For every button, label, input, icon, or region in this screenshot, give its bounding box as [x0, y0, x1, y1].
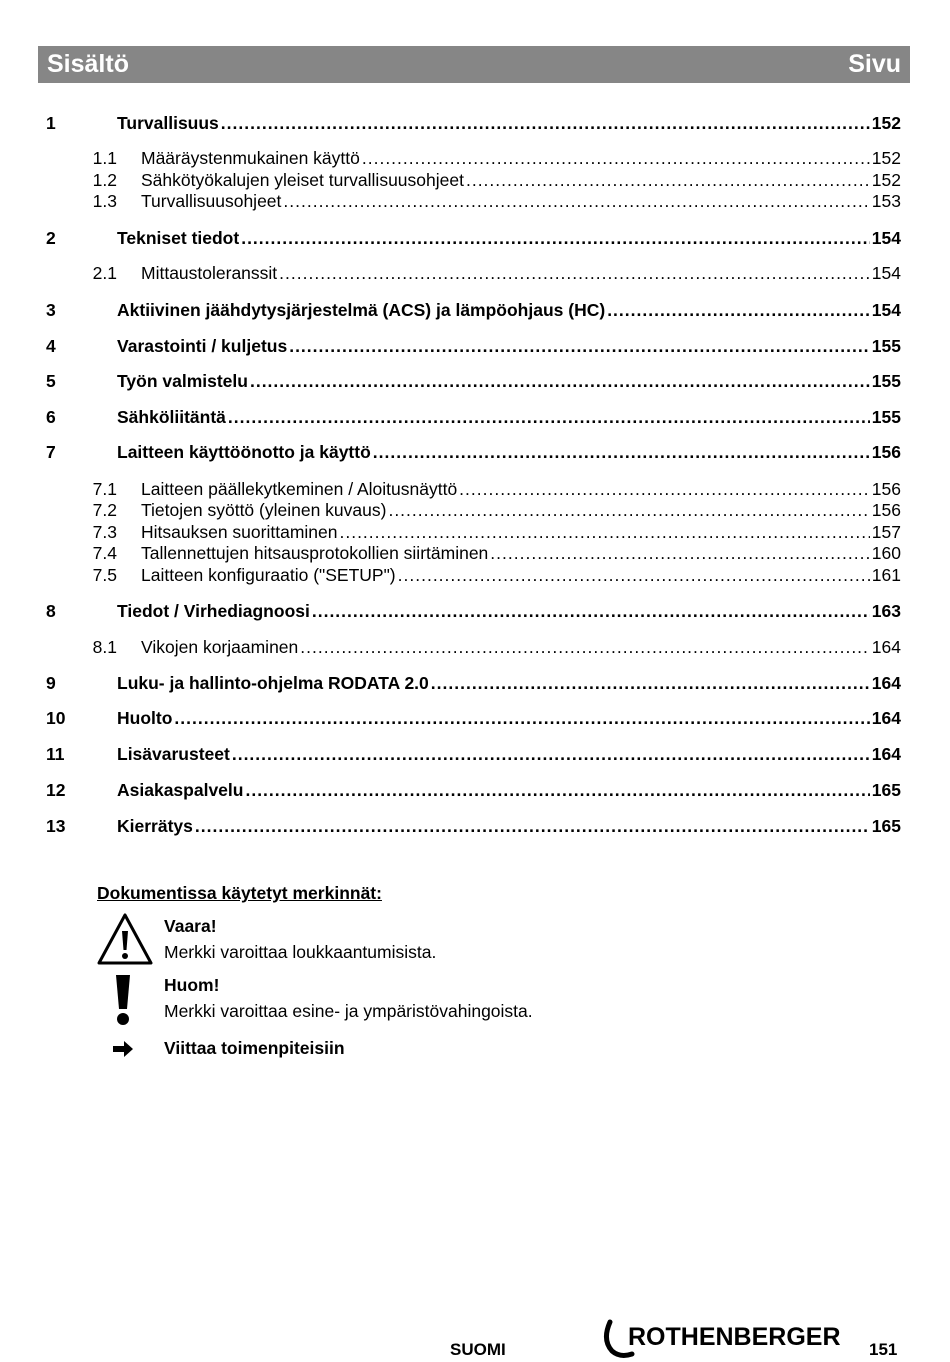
toc-number: 7: [46, 442, 56, 462]
toc-title: Tietojen syöttö (yleinen kuvaus): [141, 500, 387, 520]
toc-dot-leader: [241, 228, 870, 249]
toc-subsection-row[interactable]: [46, 479, 901, 501]
toc-title: Sähkötyökalujen yleiset turvallisuusohjeet: [141, 170, 464, 190]
toc-subsection-row[interactable]: [46, 543, 901, 565]
toc-number: 3: [46, 300, 56, 320]
toc-number: 9: [46, 673, 56, 693]
toc-dot-leader: [300, 637, 870, 658]
toc-number: 13: [46, 816, 66, 836]
toc-number: 7.5: [92, 565, 117, 585]
toc-number: 8: [46, 601, 56, 621]
toc-title: Mittaustoleranssit: [141, 263, 278, 283]
toc-dot-leader: [312, 601, 870, 622]
danger-heading: Vaara!: [164, 916, 217, 936]
toc-title: Tiedot / Virhediagnoosi: [117, 601, 310, 621]
toc-dot-leader: [228, 407, 870, 428]
toc-page-number: 155: [871, 336, 901, 356]
toc-page-number: 154: [871, 300, 901, 320]
toc-number: 10: [46, 708, 66, 728]
toc-number: 2: [46, 228, 56, 248]
toc-page-number: 164: [871, 744, 901, 764]
toc-page-number: 157: [871, 522, 901, 542]
toc-subsection-row[interactable]: [46, 565, 901, 587]
toc-page-number: 164: [871, 673, 901, 693]
warning-triangle-icon: [96, 912, 154, 966]
toc-page-number: 165: [871, 816, 901, 836]
toc-page-number: 152: [871, 113, 901, 133]
toc-number: 7.2: [92, 500, 117, 520]
legend-title: Dokumentissa käytetyt merkinnät:: [97, 883, 382, 903]
toc-section-row[interactable]: [46, 371, 901, 393]
footer-page-number: 151: [869, 1340, 898, 1359]
toc-page-number: 154: [871, 263, 901, 283]
toc-title: Huolto: [117, 708, 173, 728]
toc-header-bar: [38, 46, 910, 83]
toc-dot-leader: [362, 148, 870, 169]
toc-dot-leader: [339, 522, 869, 543]
toc-dot-leader: [232, 744, 870, 765]
toc-dot-leader: [221, 113, 870, 134]
toc-dot-leader: [490, 543, 870, 564]
toc-dot-leader: [245, 780, 869, 801]
footer-language: SUOMI: [450, 1340, 506, 1359]
rothenberger-logo: [600, 1318, 852, 1358]
toc-dot-leader: [431, 673, 870, 694]
toc-number: 1.3: [92, 191, 117, 211]
action-heading: Viittaa toimenpiteisiin: [164, 1038, 345, 1058]
toc-subsection-row[interactable]: [46, 263, 901, 285]
toc-title: Turvallisuus: [117, 113, 219, 133]
toc-page-number: 156: [871, 442, 901, 462]
toc-number: 8.1: [92, 637, 117, 657]
danger-text: Merkki varoittaa loukkaantumisista.: [164, 942, 437, 962]
toc-subsection-row[interactable]: [46, 500, 901, 522]
toc-dot-leader: [607, 300, 870, 321]
toc-page-number: 163: [871, 601, 901, 621]
toc-page-number: 164: [871, 708, 901, 728]
toc-number: 7.3: [92, 522, 117, 542]
toc-subsection-row[interactable]: [46, 191, 901, 213]
toc-section-row[interactable]: [46, 228, 901, 250]
toc-section-row[interactable]: [46, 113, 901, 135]
toc-dot-leader: [195, 816, 870, 837]
toc-number: 6: [46, 407, 56, 427]
toc-number: 1: [46, 113, 56, 133]
toc-title: Laitteen päällekytkeminen / Aloitusnäyttö: [141, 479, 458, 499]
toc-subsection-row[interactable]: [46, 170, 901, 192]
svg-text:ROTHENBERGER: ROTHENBERGER: [628, 1323, 841, 1351]
toc-page-number: 152: [871, 170, 901, 190]
toc-page-number: 161: [871, 565, 901, 585]
toc-dot-leader: [398, 565, 870, 586]
toc-number: 2.1: [92, 263, 117, 283]
notice-heading: Huom!: [164, 975, 220, 995]
toc-number: 7.1: [92, 479, 117, 499]
toc-title: Aktiivinen jäähdytysjärjestelmä (ACS) ja lämpöohjaus (HC): [117, 300, 606, 320]
toc-subsection-row[interactable]: [46, 637, 901, 659]
toc-title: Varastointi / kuljetus: [117, 336, 288, 356]
toc-page-number: 155: [871, 407, 901, 427]
toc-number: 1.1: [92, 148, 117, 168]
toc-title: Laitteen käyttöönotto ja käyttö: [117, 442, 371, 462]
toc-section-row[interactable]: [46, 816, 901, 838]
toc-title: Asiakaspalvelu: [117, 780, 244, 800]
toc-number: 1.2: [92, 170, 117, 190]
toc-number: 5: [46, 371, 56, 391]
header-contents-label: Sisältö: [47, 50, 129, 78]
toc-title: Tekniset tiedot: [117, 228, 240, 248]
toc-title: Hitsauksen suorittaminen: [141, 522, 338, 542]
toc-dot-leader: [279, 263, 870, 284]
toc-title: Turvallisuusohjeet: [141, 191, 282, 211]
arrow-right-icon: [111, 1039, 135, 1059]
toc-subsection-row[interactable]: [46, 148, 901, 170]
toc-title: Vikojen korjaaminen: [141, 637, 299, 657]
toc-title: Lisävarusteet: [117, 744, 230, 764]
toc-page-number: 156: [871, 500, 901, 520]
toc-section-row[interactable]: [46, 336, 901, 358]
toc-page-number: 165: [871, 780, 901, 800]
toc-section-row[interactable]: [46, 601, 901, 623]
toc-page-number: 160: [871, 543, 901, 563]
toc-section-row[interactable]: [46, 744, 901, 766]
toc-dot-leader: [459, 479, 870, 500]
header-page-label: Sivu: [848, 50, 901, 78]
exclamation-icon: [112, 973, 134, 1027]
toc-title: Sähköliitäntä: [117, 407, 226, 427]
toc-dot-leader: [283, 191, 869, 212]
notice-text: Merkki varoittaa esine- ja ympäristövahingoista.: [164, 1001, 533, 1021]
toc-dot-leader: [466, 170, 870, 191]
toc-page-number: 164: [871, 637, 901, 657]
toc-page-number: 153: [871, 191, 901, 211]
toc-dot-leader: [250, 371, 870, 392]
toc-page-number: 156: [871, 479, 901, 499]
toc-section-row[interactable]: [46, 708, 901, 730]
toc-subsection-row[interactable]: [46, 522, 901, 544]
toc-section-row[interactable]: [46, 673, 901, 695]
toc-page-number: 152: [871, 148, 901, 168]
toc-section-row[interactable]: [46, 407, 901, 429]
toc-page-number: 154: [871, 228, 901, 248]
toc-page-number: 155: [871, 371, 901, 391]
toc-number: 12: [46, 780, 66, 800]
toc-number: 11: [46, 744, 65, 764]
toc-dot-leader: [388, 500, 869, 521]
toc-section-row[interactable]: [46, 780, 901, 802]
toc-number: 4: [46, 336, 56, 356]
toc-section-row[interactable]: [46, 442, 901, 464]
toc-number: 7.4: [92, 543, 117, 563]
toc-title: Luku- ja hallinto-ohjelma RODATA 2.0: [117, 673, 429, 693]
toc-title: Tallennettujen hitsausprotokollien siirtäminen: [141, 543, 489, 563]
toc-dot-leader: [373, 442, 870, 463]
toc-dot-leader: [174, 708, 869, 729]
toc-title: Työn valmistelu: [117, 371, 248, 391]
toc-title: Laitteen konfiguraatio ("SETUP"): [141, 565, 396, 585]
toc-dot-leader: [289, 336, 870, 357]
toc-title: Kierrätys: [117, 816, 193, 836]
toc-section-row[interactable]: [46, 300, 901, 322]
toc-title: Määräystenmukainen käyttö: [141, 148, 360, 168]
